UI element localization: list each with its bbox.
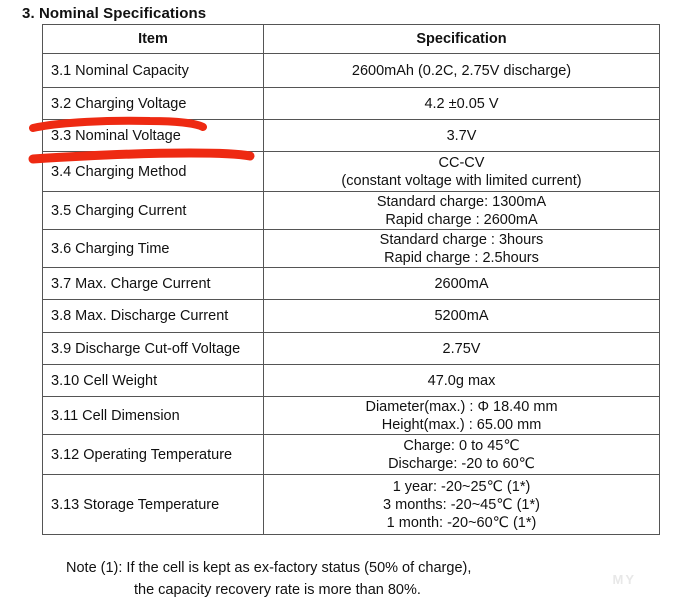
- specification-line: Diameter(max.) : Φ 18.40 mm: [365, 398, 558, 415]
- table-row: [43, 54, 660, 88]
- row-item-label: 3.3 Nominal Voltage: [43, 120, 264, 152]
- specification-line: 5200mA: [434, 308, 489, 324]
- table-row: [43, 435, 660, 475]
- specification-line: 3.7V: [446, 127, 477, 144]
- specification-line: Standard charge : 3hours: [379, 231, 544, 248]
- table-row: [43, 333, 660, 365]
- row-specification-value: [264, 475, 660, 535]
- specification-line: 2600mA: [434, 275, 489, 292]
- table-row: [43, 192, 660, 230]
- row-specification-value: [264, 54, 660, 88]
- specification-line: 2.75V: [442, 340, 481, 357]
- specification-line: 1 year: -20~25℃ (1*): [392, 478, 531, 495]
- row-specification-value: [264, 152, 660, 192]
- row-item-label: 3.7 Max. Charge Current: [43, 268, 264, 300]
- footnote-line-1: Note (1): If the cell is kept as ex-factory status (50% of charge),: [66, 560, 472, 576]
- row-specification-value: [264, 365, 660, 397]
- column-header-item: Item: [43, 25, 264, 54]
- table-row: [43, 152, 660, 192]
- table-row: [43, 120, 660, 152]
- row-specification-value: [264, 120, 660, 152]
- table-header-row: [43, 25, 660, 54]
- specification-line: 4.2 ±0.05 V: [424, 95, 499, 112]
- row-specification-value: [264, 268, 660, 300]
- specification-line: CC-CV: [438, 154, 485, 171]
- row-item-label: 3.13 Storage Temperature: [43, 475, 264, 535]
- table-row: [43, 300, 660, 333]
- row-item-label: 3.9 Discharge Cut-off Voltage: [43, 333, 264, 365]
- specification-line: Standard charge: 1300mA: [376, 193, 547, 210]
- footnote-line-2: the capacity recovery rate is more than 80%.: [134, 582, 421, 598]
- table-row: [43, 88, 660, 120]
- row-specification-value: [264, 300, 660, 333]
- table-row: [43, 268, 660, 300]
- row-specification-value: [264, 333, 660, 365]
- column-header-specification: Specification: [264, 25, 660, 54]
- table-row: [43, 397, 660, 435]
- row-specification-value: [264, 230, 660, 268]
- specification-line: 47.0g max: [427, 372, 496, 389]
- specification-line: 1 month: -20~60℃ (1*): [386, 514, 537, 531]
- specification-line: Height(max.) : 65.00 mm: [381, 416, 542, 433]
- row-item-label: 3.1 Nominal Capacity: [43, 54, 264, 88]
- row-item-label: 3.2 Charging Voltage: [43, 88, 264, 120]
- row-item-label: 3.11 Cell Dimension: [43, 397, 264, 435]
- watermark-logo: MY: [612, 572, 636, 587]
- table-row: [43, 365, 660, 397]
- table-body: [43, 54, 660, 535]
- row-item-label: 3.6 Charging Time: [43, 230, 264, 268]
- table-row: [43, 475, 660, 535]
- specification-line: Rapid charge : 2.5hours: [384, 249, 539, 266]
- specification-line: Discharge: -20 to 60℃: [388, 455, 535, 472]
- row-specification-value: [264, 88, 660, 120]
- row-specification-value: [264, 192, 660, 230]
- specification-line: 3 months: -20~45℃ (1*): [383, 496, 540, 513]
- nominal-specifications-table: [42, 24, 660, 535]
- table-row: [43, 230, 660, 268]
- specification-line: 2600mAh (0.2C, 2.75V discharge): [351, 62, 572, 79]
- row-specification-value: [264, 435, 660, 475]
- row-item-label: 3.5 Charging Current: [43, 192, 264, 230]
- row-item-label: 3.8 Max. Discharge Current: [43, 300, 264, 333]
- row-item-label: 3.12 Operating Temperature: [43, 435, 264, 475]
- footnote: [66, 557, 666, 601]
- row-item-label: 3.4 Charging Method: [43, 152, 264, 192]
- specification-line: Rapid charge : 2600mA: [385, 211, 538, 228]
- row-item-label: 3.10 Cell Weight: [43, 365, 264, 397]
- section-title: 3. Nominal Specifications: [22, 5, 207, 22]
- specification-line: (constant voltage with limited current): [341, 172, 582, 189]
- row-specification-value: [264, 397, 660, 435]
- specification-line: Charge: 0 to 45℃: [403, 437, 520, 454]
